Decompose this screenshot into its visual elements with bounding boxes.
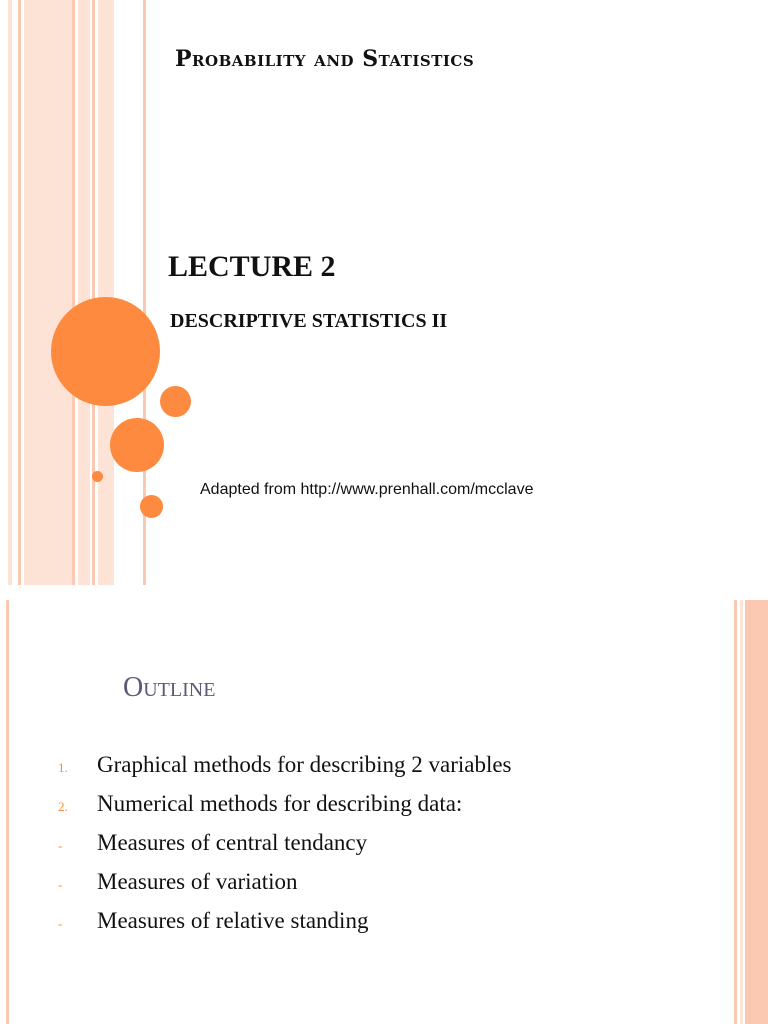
outline-slide [0, 600, 768, 1024]
list-item [58, 791, 698, 830]
list-item-text: Graphical methods for describing 2 variables [97, 752, 512, 777]
outline-title: Outline [123, 672, 216, 703]
source-credit: Adapted from http://www.prenhall.com/mcclave [200, 481, 534, 498]
list-item [58, 752, 698, 791]
list-marker: - [58, 916, 63, 931]
decorative-stripe [18, 0, 21, 585]
course-title: Probability and Statistics [175, 46, 475, 72]
lecture-subtitle: DESCRIPTIVE STATISTICS II [170, 310, 448, 332]
decorative-stripe [98, 0, 114, 585]
small-circle [140, 495, 163, 518]
list-item [58, 830, 698, 869]
list-item-text: Measures of central tendancy [97, 830, 368, 855]
large-circle [51, 297, 160, 406]
tiny-circle [92, 471, 103, 482]
decorative-stripe [92, 0, 95, 585]
list-marker: 1. [58, 760, 68, 775]
list-item-text: Numerical methods for describing data: [97, 791, 463, 816]
decorative-stripe [24, 0, 72, 585]
decorative-stripe [72, 0, 75, 585]
decorative-stripe [6, 600, 9, 1024]
list-marker: - [58, 877, 63, 892]
list-item-text: Measures of relative standing [97, 908, 369, 933]
medium-circle [110, 418, 164, 472]
list-item-text: Measures of variation [97, 869, 298, 894]
list-item [58, 908, 698, 947]
slide-separator [0, 585, 768, 600]
decorative-stripe [734, 600, 737, 1024]
decorative-stripe [745, 600, 768, 1024]
list-item [58, 869, 698, 908]
list-marker: - [58, 838, 63, 853]
outline-list [58, 752, 698, 947]
decorative-stripe [78, 0, 90, 585]
decorative-stripe [8, 0, 12, 585]
small-circle [160, 386, 191, 417]
decorative-stripe [740, 600, 743, 1024]
list-marker: 2. [58, 799, 68, 814]
lecture-heading: LECTURE 2 [168, 250, 336, 283]
